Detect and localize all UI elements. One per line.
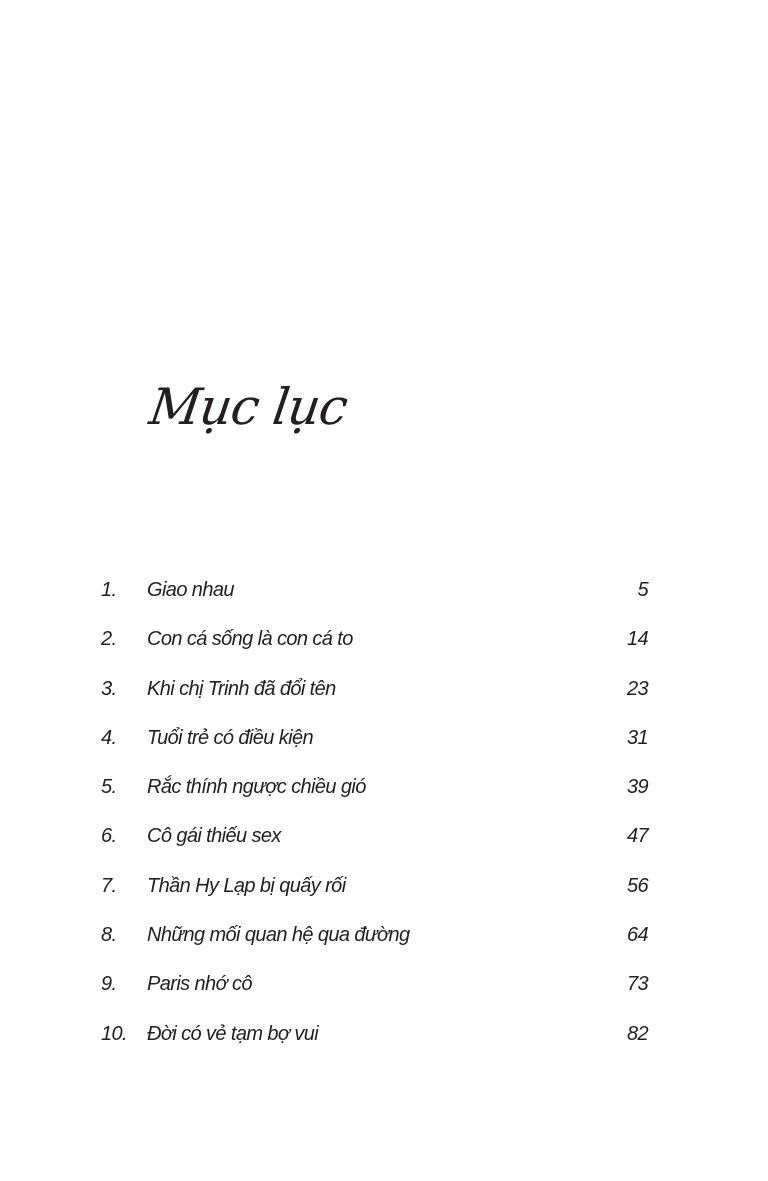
toc-entry-title: Cô gái thiếu sex bbox=[147, 825, 281, 848]
toc-entry-number: 7. bbox=[101, 874, 117, 897]
toc-entry[interactable] bbox=[0, 871, 768, 920]
toc-entry[interactable] bbox=[0, 624, 768, 673]
toc-entry-page: 14 bbox=[626, 628, 648, 651]
toc-entry-title: Những mối quan hệ qua đường bbox=[147, 924, 410, 947]
toc-entry-page: 73 bbox=[626, 973, 648, 996]
toc-entry[interactable] bbox=[0, 920, 768, 969]
page-title: Mục lục bbox=[145, 378, 351, 436]
toc-entry[interactable] bbox=[0, 821, 768, 870]
toc-entry-number: 10. bbox=[101, 1022, 128, 1045]
toc-entry-number: 3. bbox=[101, 677, 117, 700]
toc-entry-number: 1. bbox=[101, 579, 117, 601]
toc-entry-number: 2. bbox=[101, 628, 117, 651]
toc-entry-title: Khi chị Trinh đã đổi tên bbox=[147, 677, 336, 700]
toc-entry-page: 39 bbox=[626, 776, 648, 799]
toc-entry-title: Con cá sống là con cá to bbox=[147, 628, 353, 651]
toc-entry-number: 5. bbox=[101, 776, 117, 799]
toc-entry-number: 8. bbox=[101, 924, 117, 947]
toc-entry-title: Rắc thính ngược chiều gió bbox=[147, 776, 366, 799]
toc-entry-number: 4. bbox=[101, 726, 117, 749]
toc-entry[interactable] bbox=[0, 772, 768, 821]
toc-entry-title: Paris nhớ cô bbox=[147, 973, 252, 996]
toc-entry-page: 5 bbox=[637, 579, 648, 601]
toc-entry-page: 82 bbox=[626, 1022, 648, 1045]
toc-entry-title: Giao nhau bbox=[147, 579, 234, 601]
toc-entry-page: 64 bbox=[626, 924, 648, 947]
toc-entry-title: Thần Hy Lạp bị quấy rối bbox=[147, 874, 346, 897]
toc-entry-page: 31 bbox=[626, 726, 648, 749]
toc-entry[interactable] bbox=[0, 969, 768, 1018]
toc-entry[interactable] bbox=[0, 1019, 768, 1068]
toc-entry-title: Đời có vẻ tạm bợ vui bbox=[147, 1022, 319, 1045]
toc-entry[interactable] bbox=[0, 674, 768, 723]
toc-entry-number: 9. bbox=[101, 973, 117, 996]
toc-entry-page: 23 bbox=[626, 677, 648, 700]
table-of-contents bbox=[0, 575, 768, 1068]
toc-entry-page: 47 bbox=[626, 825, 648, 848]
toc-entry-page: 56 bbox=[626, 874, 648, 897]
toc-entry[interactable] bbox=[0, 723, 768, 772]
toc-entry[interactable] bbox=[0, 575, 768, 624]
toc-entry-title: Tuổi trẻ có điều kiện bbox=[147, 726, 314, 749]
toc-entry-number: 6. bbox=[101, 825, 117, 848]
